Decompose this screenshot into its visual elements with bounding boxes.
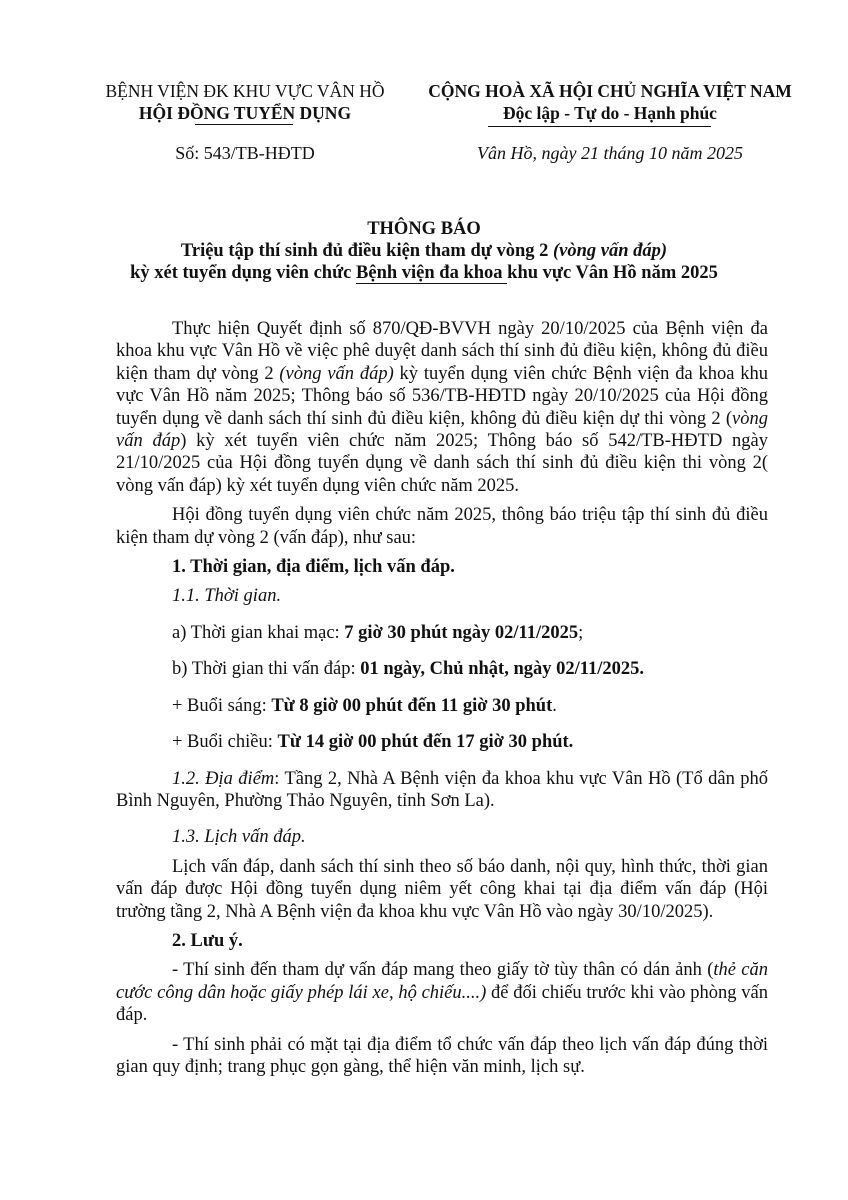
afternoon-label: + Buổi chiều: xyxy=(172,732,278,753)
section-2-heading: 2. Lưu ý. xyxy=(172,930,243,951)
title-heading: THÔNG BÁO xyxy=(367,219,481,239)
title-line-3-c: khu vực Vân Hồ năm 2025 xyxy=(507,263,718,283)
national-motto xyxy=(425,80,795,124)
divider-left xyxy=(195,124,293,125)
issuing-organization xyxy=(70,80,420,124)
title-line-3 xyxy=(60,262,788,284)
location-text: : Tầng 2, Nhà A Bệnh viện đa khoa khu vực Vân Hồ (Tổ dân phố Bình Nguyên, Phường Thảo Nguyên, tỉnh Sơn La). xyxy=(116,768,768,811)
section-1-heading: 1. Thời gian, địa điểm, lịch vấn đáp. xyxy=(172,557,455,578)
opening-label: a) Thời gian khai mạc: xyxy=(172,622,345,643)
morning-end: . xyxy=(552,695,557,716)
note-attendance: - Thí sinh phải có mặt tại địa điểm tổ chức vấn đáp theo lịch vấn đáp đúng thời gian quy định; trang phục gọn gàng, thể hiện văn minh, lịch sự. xyxy=(116,1034,768,1077)
location-label: 1.2. Địa điểm xyxy=(172,768,275,789)
divider-right xyxy=(488,126,711,127)
motto: Độc lập - Tự do - Hạnh phúc xyxy=(503,103,717,123)
afternoon-value: Từ 14 giờ 00 phút đến 17 giờ 30 phút. xyxy=(277,732,574,753)
title-line-3-a: kỳ xét tuyển dụng viên chức xyxy=(130,263,357,283)
document-body xyxy=(116,318,768,1078)
paragraph-basis xyxy=(116,318,768,497)
basis-text-1: Thực hiện Quyết định số 870/QĐ-BVVH ngày 20/10/2025 của Bệnh viện đa khoa khu vực Vân Hồ về việc phê duyệt danh sách thí sinh đủ điều kiện, không đủ điều kiện tham dự vòng 2 xyxy=(116,319,768,384)
org-name: BỆNH VIỆN ĐK KHU VỰC VÂN HỒ xyxy=(105,81,385,101)
section-1-1-heading: 1.1. Thời gian. xyxy=(172,586,282,607)
document-title xyxy=(60,218,788,284)
basis-text-3: ) kỳ xét tuyển viên chức năm 2025; Thông báo số 542/TB-HĐTD ngày 21/10/2025 của Hội đồng tuyển dụng về danh sách thí sinh đủ điều kiện thi vòng 2( vòng vấn đáp) kỳ xét tuyển dụng viên chức năm 2025. xyxy=(116,431,768,496)
place-date: Vân Hồ, ngày 21 tháng 10 năm 2025 xyxy=(477,143,743,163)
document-number: Số: 543/TB-HĐTD xyxy=(175,143,315,163)
morning-label: + Buổi sáng: xyxy=(172,695,272,716)
interview-label: b) Thời gian thi vấn đáp: xyxy=(172,659,361,680)
section-1-3-heading: 1.3. Lịch vấn đáp. xyxy=(172,827,306,848)
basis-italic-1: (vòng vấn đáp) xyxy=(279,363,394,384)
opening-end: ; xyxy=(578,622,584,643)
opening-value: 7 giờ 30 phút ngày 02/11/2025 xyxy=(344,622,579,643)
item-morning-session xyxy=(116,695,768,717)
section-1-2-location xyxy=(116,768,768,813)
country-name: CỘNG HOÀ XÃ HỘI CHỦ NGHĨA VIỆT NAM xyxy=(428,81,792,101)
item-opening-time xyxy=(116,622,768,644)
basis-text-2: kỳ tuyển dụng viên chức Bệnh viện đa khoa khu vực Vân Hồ năm 2025; Thông báo số 536/TB-HĐTD ngày 20/10/2025 của Hội đồng tuyển dụng về danh sách thí sinh đủ điều kiện, không đủ điều kiện dự thi vòng 2 ( xyxy=(116,363,768,429)
note-1-text: - Thí sinh đến tham dự vấn đáp mang theo giấy tờ tùy thân có dán ảnh ( xyxy=(172,960,714,981)
note-1-italic: thẻ căn cước công dân hoặc giấy phép lái xe, hộ chiếu....) xyxy=(116,960,769,1003)
item-interview-time xyxy=(116,658,768,680)
title-line-3-underlined: Bệnh viện đa khoa xyxy=(356,263,508,283)
council-name: HỘI ĐỒNG TUYỂN DỤNG xyxy=(138,103,352,123)
paragraph-announcement: Hội đồng tuyển dụng viên chức năm 2025, thông báo triệu tập thí sinh đủ điều kiện tham dự vòng 2 (vấn đáp), như sau: xyxy=(116,505,768,548)
title-line-2-text: Triệu tập thí sinh đủ điều kiện tham dự vòng 2 xyxy=(180,241,554,261)
note-identity-documents xyxy=(116,959,768,1026)
basis-italic-2: vòng vấn đáp xyxy=(116,408,768,452)
morning-value: Từ 8 giờ 00 phút đến 11 giờ 30 phút xyxy=(271,695,553,716)
note-1-end: để đối chiếu trước khi vào phòng vấn đáp. xyxy=(116,982,768,1026)
section-1-3-text: Lịch vấn đáp, danh sách thí sinh theo số báo danh, nội quy, hình thức, thời gian vấn đáp được Hội đồng tuyển dụng niêm yết công khai tại địa điểm vấn đáp (Hội trường tầng 2, Nhà A Bệnh viện đa khoa khu vực Vân Hồ vào ngày 30/10/2025). xyxy=(116,856,768,922)
interview-value: 01 ngày, Chủ nhật, ngày 02/11/2025. xyxy=(360,659,644,680)
title-line-2-italic: (vòng vấn đáp) xyxy=(553,241,668,261)
title-line-2 xyxy=(60,240,788,262)
item-afternoon-session xyxy=(116,731,768,753)
